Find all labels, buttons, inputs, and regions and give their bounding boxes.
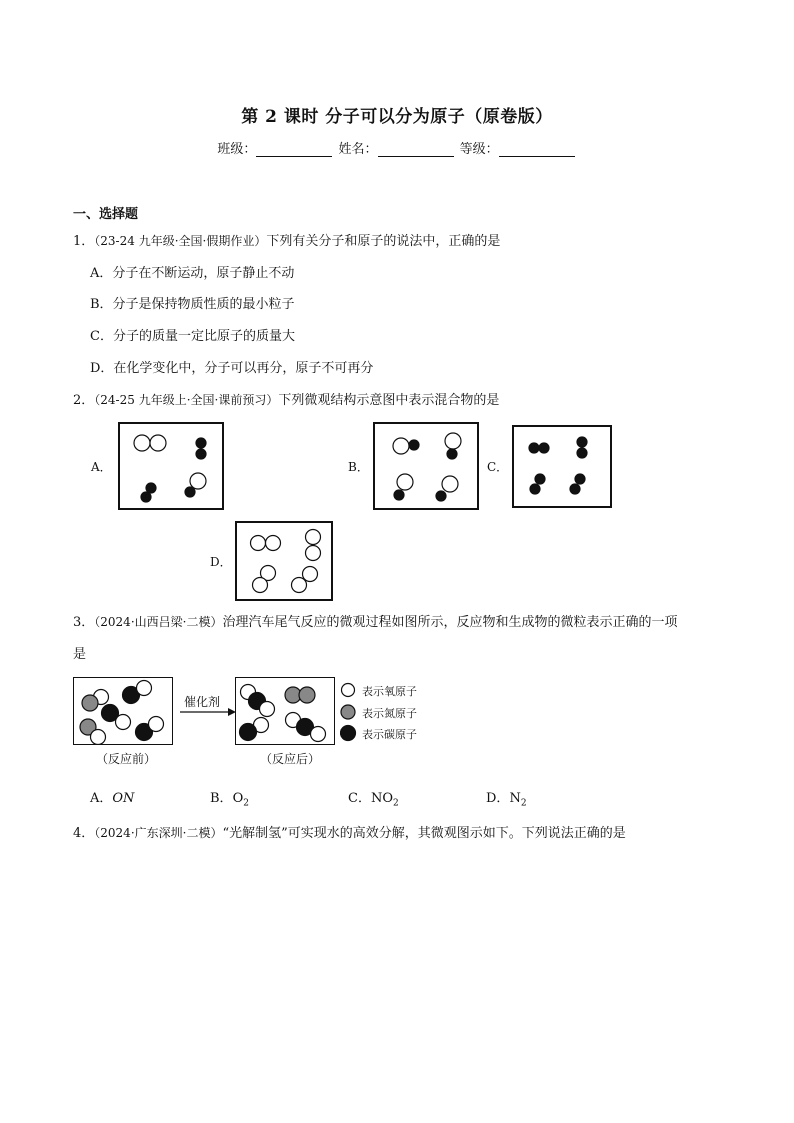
student-info-line (0, 138, 794, 157)
q2-diagram-b-svg (375, 424, 477, 508)
q3-before-box (73, 677, 173, 745)
q1-option-b[interactable]: B．分子是保持物质性质的最小粒子 (90, 297, 295, 312)
q3-option-d-subscript: 2 (520, 798, 527, 809)
page-title: 第 2 课时 分子可以分为原子（原卷版） (241, 107, 553, 127)
q3-legend (340, 681, 417, 747)
black-atom (539, 443, 549, 453)
white-atom (253, 578, 268, 593)
white-atom (266, 536, 281, 551)
q3-option-d-formula: N (509, 791, 521, 806)
q2-diagram-a-svg (120, 424, 222, 508)
white-atom (134, 435, 150, 451)
black-atom (577, 437, 587, 447)
q3-option-b-subscript: 2 (243, 798, 249, 809)
white-atom (150, 435, 166, 451)
black-atom (575, 474, 585, 484)
q3-option-a-formula: ON (112, 791, 135, 806)
q2-diagram-a[interactable] (118, 422, 224, 510)
q3-option-d-letter: D． (486, 791, 510, 806)
white-atom (393, 438, 409, 454)
black-atom (577, 448, 587, 458)
question-4 (73, 822, 626, 841)
q2-diagram-c-svg (514, 427, 610, 506)
section-heading: 一、选择题 (73, 207, 139, 222)
q3-number: 3． (73, 615, 95, 630)
q3-option-a-letter: A． (90, 791, 113, 806)
oxygen-atom (91, 730, 106, 745)
nitrogen-legend-icon (341, 705, 355, 719)
q4-source: （2024·广东深圳·二模） (94, 826, 223, 840)
q2-label-c[interactable]: C． (487, 460, 509, 474)
q3-arrow (178, 693, 238, 719)
q1-option-a[interactable]: A．分子在不断运动，原子静止不动 (90, 266, 295, 281)
white-atom (303, 567, 318, 582)
question-2 (73, 389, 499, 408)
class-label: 班级： (217, 142, 257, 157)
white-atom (397, 474, 413, 490)
black-atom (436, 491, 446, 501)
q1-option-c[interactable]: C．分子的质量一定比原子的质量大 (90, 329, 295, 344)
oxygen-atom (116, 715, 131, 730)
q3-option-b-letter: B． (210, 791, 233, 806)
white-atom (292, 578, 307, 593)
q2-diagram-c[interactable] (512, 425, 612, 508)
grade-blank[interactable] (499, 142, 575, 157)
q2-diagram-b[interactable] (373, 422, 479, 510)
q1-text: 下列有关分子和原子的说法中，正确的是 (266, 234, 501, 249)
q4-number: 4． (73, 826, 95, 841)
question-1 (73, 230, 500, 249)
q3-option-b-formula: O (232, 791, 244, 806)
q1-option-d[interactable]: D．在化学变化中，分子可以再分，原子不可再分 (90, 361, 374, 376)
black-atom (447, 449, 457, 459)
q3-before-label: （反应前） (96, 752, 157, 766)
q3-text-continued: 是 (73, 647, 87, 662)
black-atom (196, 449, 206, 459)
question-3 (73, 611, 677, 630)
oxygen-atom (260, 702, 275, 717)
name-label: 姓名： (338, 142, 378, 157)
q3-after-svg (236, 678, 334, 744)
q2-label-b[interactable]: B． (348, 460, 369, 474)
q2-label-a[interactable]: A． (91, 460, 112, 474)
grade-label: 等级： (459, 142, 499, 157)
white-atom (190, 473, 206, 489)
q3-option-c-letter: C． (348, 791, 371, 806)
q3-option-a[interactable] (90, 787, 134, 806)
q3-after-label: （反应后） (260, 752, 321, 766)
white-atom (306, 546, 321, 561)
q2-text: 下列微观结构示意图中表示混合物的是 (278, 393, 500, 408)
q2-number: 2． (73, 393, 95, 408)
carbon-atom (240, 724, 257, 741)
black-atom (141, 492, 151, 502)
q2-diagram-d[interactable] (235, 521, 333, 601)
oxygen-legend-icon (342, 684, 355, 697)
black-atom (570, 484, 580, 494)
q3-text: 治理汽车尾气反应的微观过程如图所示，反应物和生成物的微粒表示正确的一项 (222, 615, 678, 630)
q3-option-c-formula: NO (370, 791, 393, 806)
white-atom (251, 536, 266, 551)
q1-number: 1． (73, 234, 95, 249)
black-atom (535, 474, 545, 484)
legend-nitrogen: 表示氮原子 (362, 707, 417, 720)
q2-source: （24-25 九年级上·全国·课前预习） (94, 393, 279, 407)
white-atom (442, 476, 458, 492)
catalyst-label: 催化剂 (184, 695, 221, 709)
q3-option-c[interactable] (348, 787, 399, 809)
white-atom (445, 433, 461, 449)
black-atom (394, 490, 404, 500)
q2-label-d[interactable]: D． (210, 555, 232, 569)
q2-diagram-d-svg (237, 523, 331, 599)
q3-option-b[interactable] (210, 787, 249, 809)
q3-after-box (235, 677, 335, 745)
oxygen-atom (137, 681, 152, 696)
black-atom (529, 443, 539, 453)
class-blank[interactable] (256, 142, 332, 157)
oxygen-atom (311, 727, 326, 742)
nitrogen-atom (82, 695, 98, 711)
q3-source: （2024·山西吕梁·二模） (94, 615, 223, 629)
q1-source: （23-24 九年级·全国·假期作业） (94, 234, 267, 248)
black-atom (146, 483, 156, 493)
q4-text: “光解制氢”可实现水的高效分解，其微观图示如下。下列说法正确的是 (222, 826, 626, 841)
oxygen-atom (149, 717, 164, 732)
q3-option-d[interactable] (486, 787, 527, 809)
black-atom (185, 487, 195, 497)
black-atom (409, 440, 419, 450)
legend-carbon: 表示碳原子 (362, 728, 417, 741)
name-blank[interactable] (378, 142, 454, 157)
carbon-legend-icon (341, 726, 356, 741)
legend-oxygen: 表示氧原子 (362, 685, 417, 698)
q3-before-svg (74, 678, 172, 744)
black-atom (530, 484, 540, 494)
black-atom (196, 438, 206, 448)
white-atom (306, 530, 321, 545)
legend-swatches (340, 681, 358, 747)
nitrogen-atom (299, 687, 315, 703)
q3-option-c-subscript: 2 (393, 798, 399, 809)
